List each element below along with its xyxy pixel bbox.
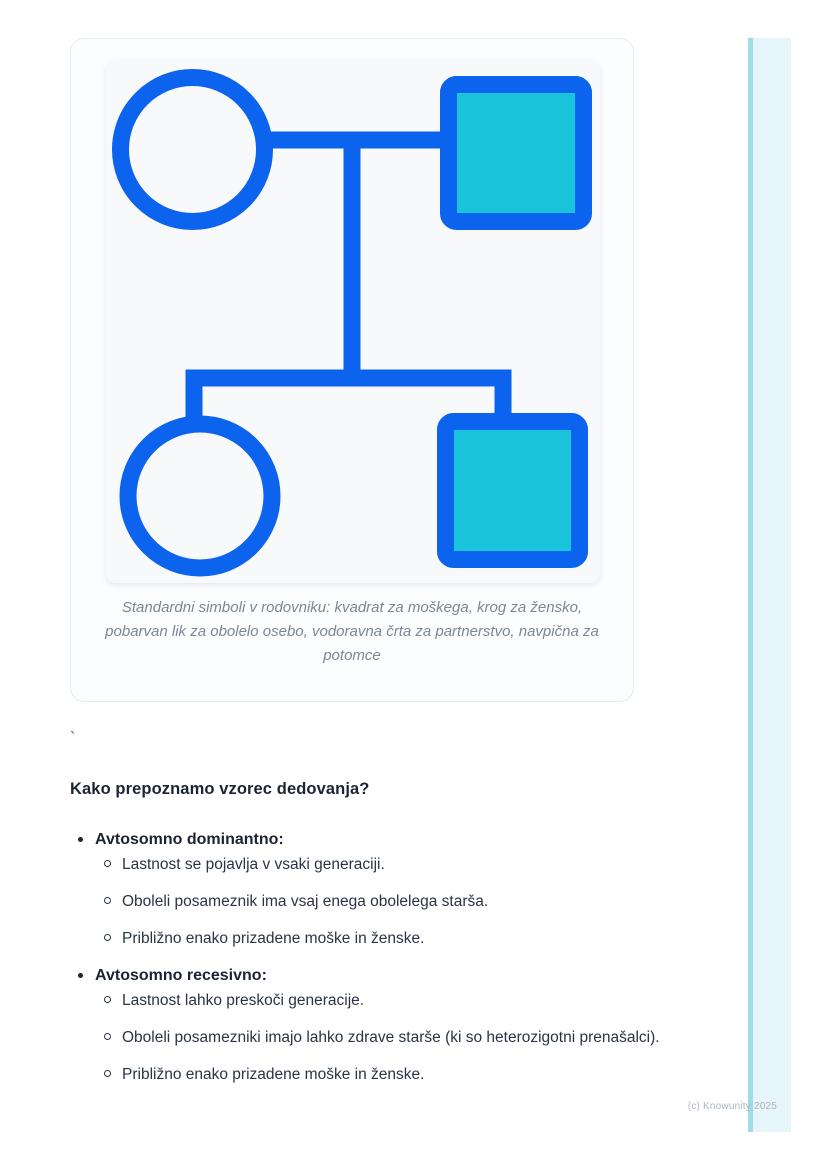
list-title: Avtosomno dominantno:	[95, 830, 284, 848]
figure-image	[106, 61, 600, 583]
bullet-ring-icon	[104, 934, 111, 941]
list-item-text: Približno enako prizadene moške in ženske.	[122, 930, 425, 947]
bullet-ring-icon	[104, 996, 111, 1003]
bullet-dot-icon	[78, 973, 83, 978]
list-title-row	[70, 963, 720, 988]
list-item	[70, 852, 720, 877]
stray-character: `	[70, 730, 76, 747]
son-symbol-affected	[446, 422, 580, 560]
bullet-ring-icon	[104, 1070, 111, 1077]
bullet-ring-icon	[104, 897, 111, 904]
bullet-dot-icon	[78, 837, 83, 842]
list-item-text: Približno enako prizadene moške in ženske.	[122, 1066, 425, 1083]
scrollbar-track[interactable]	[748, 38, 791, 1132]
sub-list	[70, 988, 720, 1087]
pedigree-diagram	[106, 61, 600, 583]
copyright-watermark: (c) Knowunity 2025	[687, 1101, 777, 1112]
list-item	[70, 1025, 720, 1050]
list-item	[70, 926, 720, 951]
list-item-text: Oboleli posameznik ima vsaj enega obolelega starša.	[122, 893, 489, 910]
list-title: Avtosomno recesivno:	[95, 966, 267, 984]
list-title-row	[70, 827, 720, 852]
figure-card	[70, 38, 634, 702]
daughter-symbol	[128, 424, 272, 568]
list-item-text: Lastnost se pojavlja v vsaki generaciji.	[122, 856, 385, 873]
list-item	[70, 988, 720, 1013]
section-heading: Kako prepoznamo vzorec dedovanja?	[70, 780, 370, 798]
mother-symbol	[121, 78, 265, 222]
list-item	[70, 1062, 720, 1087]
figure-caption: Standardni simboli v rodovniku: kvadrat za moškega, krog za žensko, pobarvan lik za obolelo osebo, vodoravna črta za partnerstvo, navpična za potomce	[105, 599, 599, 664]
sub-list	[70, 852, 720, 951]
father-symbol-affected	[449, 85, 584, 222]
list-item-text: Oboleli posamezniki imajo lahko zdrave starše (ki so heterozigotni prenašalci).	[122, 1029, 660, 1046]
bullet-ring-icon	[104, 1033, 111, 1040]
list-item-text: Lastnost lahko preskoči generacije.	[122, 992, 365, 1009]
bullet-ring-icon	[104, 860, 111, 867]
list-item	[70, 889, 720, 914]
inheritance-patterns-list	[70, 827, 720, 1099]
list-item-autosomal-recessive	[70, 963, 720, 1087]
list-item-autosomal-dominant	[70, 827, 720, 951]
